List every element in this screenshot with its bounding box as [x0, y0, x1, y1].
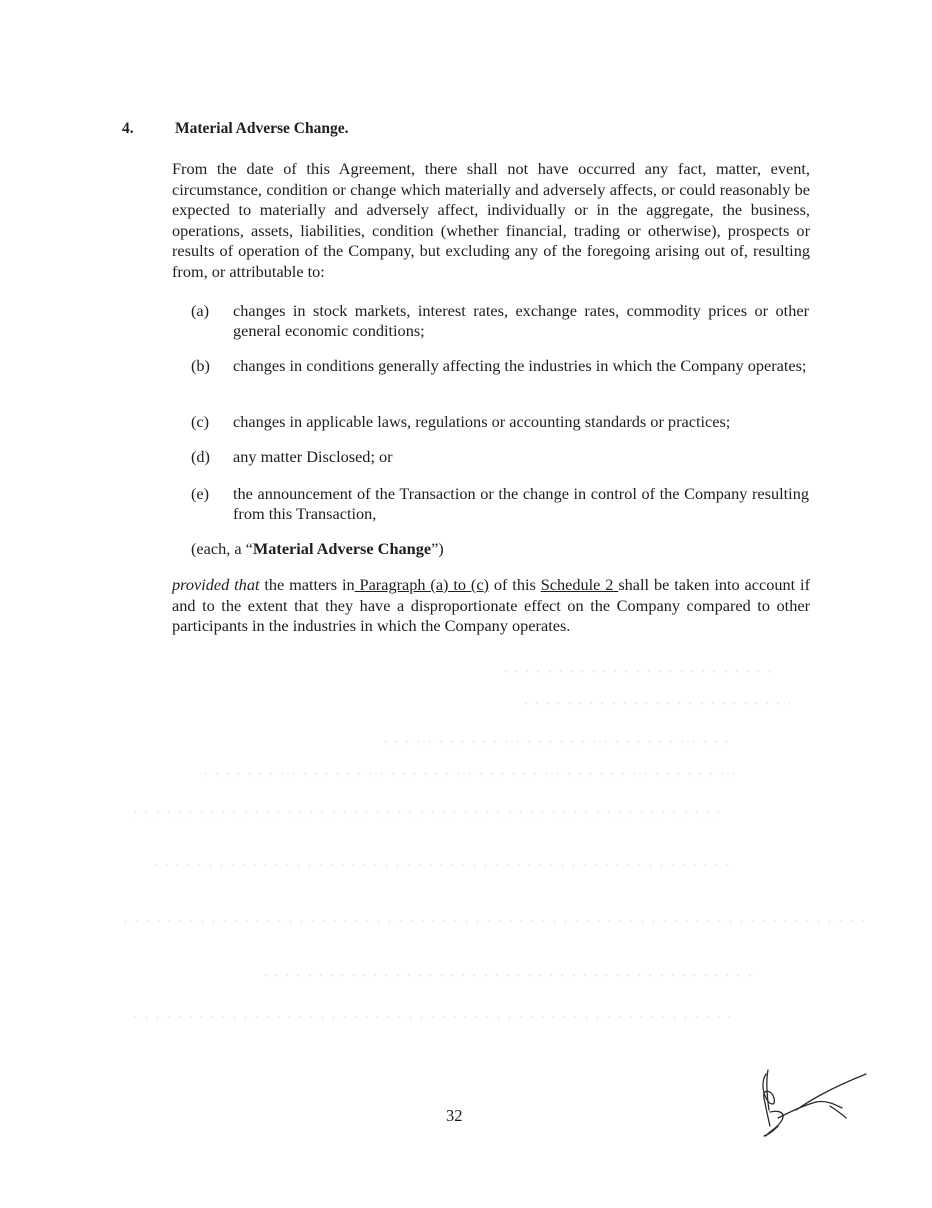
list-item-label: (e): [191, 484, 210, 503]
proviso-text: the matters in: [259, 575, 355, 594]
section-title: Material Adverse Change.: [175, 120, 349, 137]
list-item-text: changes in conditions generally affecting the industries in which the Company operates;: [233, 356, 807, 375]
scan-noise: [150, 862, 730, 872]
definition-prefix: (each, a “: [191, 539, 253, 558]
signature-icon: [756, 1066, 876, 1146]
definition-suffix: ”): [431, 539, 444, 558]
scan-noise: [500, 668, 770, 678]
scan-noise: [120, 918, 870, 928]
scan-noise: [130, 1014, 730, 1024]
list-item-text: changes in stock markets, interest rates, exchange rates, commodity prices or other general economic conditions;: [233, 301, 809, 340]
scan-noise: [520, 700, 790, 710]
defined-term: Material Adverse Change: [252, 539, 432, 558]
scan-noise: [200, 770, 740, 780]
section-number: 4.: [122, 120, 134, 137]
paragraph-reference: Paragraph (a) to (c): [354, 575, 489, 594]
list-item-label: (b): [191, 356, 210, 375]
proviso-lead: provided that: [172, 575, 260, 594]
list-item-label: (a): [191, 301, 210, 320]
definition-line: [191, 539, 444, 559]
list-item-label: (c): [191, 412, 210, 431]
list-item-text: changes in applicable laws, regulations or accounting standards or practices;: [233, 412, 731, 431]
proviso-text: of this: [488, 575, 541, 594]
scan-noise: [260, 972, 760, 982]
list-item-label: (d): [191, 447, 210, 466]
page-number: 32: [446, 1106, 463, 1125]
scan-noise: [130, 808, 720, 818]
proviso-paragraph: [172, 575, 810, 637]
schedule-reference: Schedule 2: [540, 575, 619, 594]
proviso-text: shall be taken into account if and to the extent that they have a disproportionate effect on the Company compared to other participants in the industries in which the Company operates.: [172, 575, 811, 635]
intro-paragraph: From the date of this Agreement, there shall not have occurred any fact, matter, event, circumstance, condition or change which materially and adversely affects, or could reasonably be expected to materially and adversely affect, individually or in the aggregate, the business, operations, assets, liabilities, condition (whether financial, trading or otherwise), prospects or results of operation of the Company, but excluding any of the foregoing arising out of, resulting from, or attributable to:: [172, 159, 810, 281]
list-item-text: the announcement of the Transaction or the change in control of the Company resulting from this Transaction,: [233, 484, 809, 523]
scan-noise: [380, 738, 730, 748]
list-item-text: any matter Disclosed; or: [233, 447, 393, 466]
